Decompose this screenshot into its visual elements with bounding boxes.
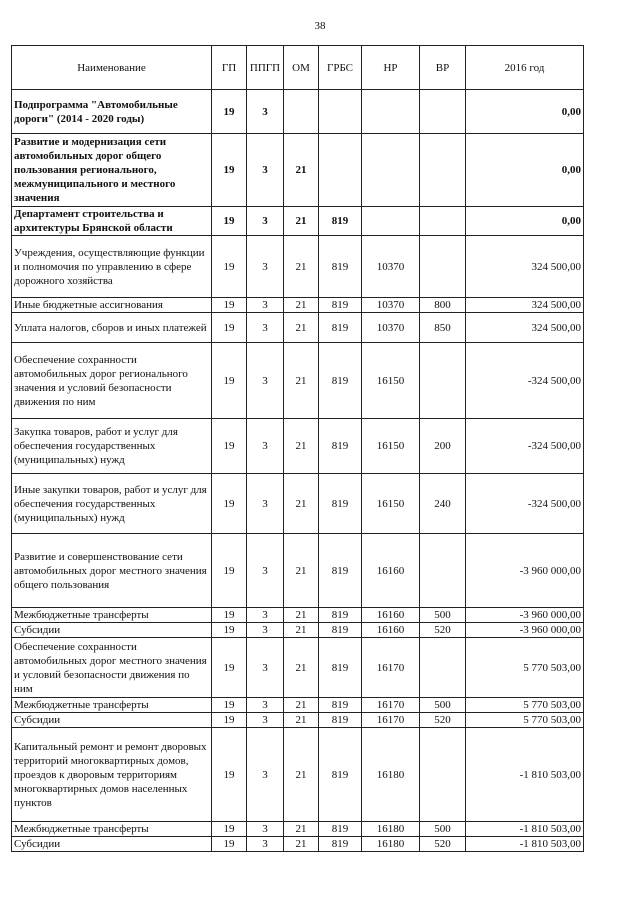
cell-gp: 19 <box>212 534 247 608</box>
cell-ppgp: 3 <box>247 713 284 728</box>
cell-om: 21 <box>284 313 319 343</box>
cell-om <box>284 90 319 134</box>
cell-grbs: 819 <box>319 638 362 698</box>
cell-gp: 19 <box>212 474 247 534</box>
cell-ppgp: 3 <box>247 236 284 298</box>
cell-vr: 200 <box>420 419 466 474</box>
cell-grbs: 819 <box>319 474 362 534</box>
cell-vr <box>420 134 466 207</box>
cell-amount: 0,00 <box>466 207 584 236</box>
cell-vr: 520 <box>420 713 466 728</box>
cell-ppgp: 3 <box>247 474 284 534</box>
cell-name: Иные бюджетные ассигнования <box>12 298 212 313</box>
cell-nr: 16180 <box>362 837 420 852</box>
cell-nr: 10370 <box>362 313 420 343</box>
cell-amount: -3 960 000,00 <box>466 608 584 623</box>
cell-vr <box>420 728 466 822</box>
cell-gp: 19 <box>212 419 247 474</box>
cell-name: Межбюджетные трансферты <box>12 822 212 837</box>
cell-om: 21 <box>284 837 319 852</box>
cell-gp: 19 <box>212 698 247 713</box>
cell-name: Обеспечение сохранности автомобильных дорог местного значения и условий безопасности движения по ним <box>12 638 212 698</box>
cell-vr: 520 <box>420 837 466 852</box>
cell-vr <box>420 343 466 419</box>
header-ppgp: ППГП <box>247 46 284 90</box>
cell-vr: 240 <box>420 474 466 534</box>
cell-grbs <box>319 90 362 134</box>
cell-amount: 5 770 503,00 <box>466 698 584 713</box>
cell-gp: 19 <box>212 313 247 343</box>
cell-name: Межбюджетные трансферты <box>12 608 212 623</box>
cell-nr: 16160 <box>362 623 420 638</box>
cell-om: 21 <box>284 728 319 822</box>
table-row <box>12 298 584 313</box>
table-row <box>12 713 584 728</box>
budget-table <box>11 45 584 852</box>
cell-amount: 324 500,00 <box>466 298 584 313</box>
cell-amount: -1 810 503,00 <box>466 822 584 837</box>
table-row <box>12 623 584 638</box>
cell-om: 21 <box>284 608 319 623</box>
cell-name: Иные закупки товаров, работ и услуг для обеспечения государственных (муниципальных) нужд <box>12 474 212 534</box>
cell-nr: 16150 <box>362 343 420 419</box>
cell-vr <box>420 236 466 298</box>
cell-gp: 19 <box>212 822 247 837</box>
cell-name: Обеспечение сохранности автомобильных дорог регионального значения и условий безопасности движения по ним <box>12 343 212 419</box>
cell-ppgp: 3 <box>247 419 284 474</box>
table-row <box>12 638 584 698</box>
cell-nr <box>362 90 420 134</box>
cell-grbs: 819 <box>319 822 362 837</box>
cell-ppgp: 3 <box>247 534 284 608</box>
cell-ppgp: 3 <box>247 698 284 713</box>
cell-nr: 16160 <box>362 534 420 608</box>
cell-amount: -324 500,00 <box>466 474 584 534</box>
cell-vr: 500 <box>420 822 466 837</box>
cell-om: 21 <box>284 236 319 298</box>
cell-amount: 5 770 503,00 <box>466 713 584 728</box>
cell-amount: -1 810 503,00 <box>466 837 584 852</box>
cell-name: Учреждения, осуществляющие функции и полномочия по управлению в сфере дорожного хозяйства <box>12 236 212 298</box>
cell-ppgp: 3 <box>247 313 284 343</box>
cell-grbs: 819 <box>319 343 362 419</box>
cell-gp: 19 <box>212 837 247 852</box>
cell-nr <box>362 207 420 236</box>
cell-om: 21 <box>284 713 319 728</box>
cell-gp: 19 <box>212 236 247 298</box>
cell-nr: 16180 <box>362 728 420 822</box>
cell-name: Департамент строительства и архитектуры Брянской области <box>12 207 212 236</box>
header-nr: НР <box>362 46 420 90</box>
cell-name: Субсидии <box>12 623 212 638</box>
cell-grbs: 819 <box>319 207 362 236</box>
cell-vr: 500 <box>420 698 466 713</box>
cell-grbs: 819 <box>319 534 362 608</box>
cell-grbs: 819 <box>319 713 362 728</box>
cell-grbs: 819 <box>319 728 362 822</box>
cell-gp: 19 <box>212 90 247 134</box>
cell-name: Уплата налогов, сборов и иных платежей <box>12 313 212 343</box>
table-row <box>12 822 584 837</box>
cell-name: Развитие и модернизация сети автомобильных дорог общего пользования регионального, межмуниципального и местного значения <box>12 134 212 207</box>
cell-om: 21 <box>284 638 319 698</box>
cell-amount: 324 500,00 <box>466 313 584 343</box>
cell-om: 21 <box>284 474 319 534</box>
cell-vr: 500 <box>420 608 466 623</box>
cell-om: 21 <box>284 343 319 419</box>
cell-name: Капитальный ремонт и ремонт дворовых территорий многоквартирных домов, проездов к дворовым территориям многоквартирных домов населенных пунктов <box>12 728 212 822</box>
table-row <box>12 90 584 134</box>
cell-ppgp: 3 <box>247 90 284 134</box>
cell-ppgp: 3 <box>247 822 284 837</box>
cell-om: 21 <box>284 822 319 837</box>
cell-nr: 16180 <box>362 822 420 837</box>
cell-om: 21 <box>284 298 319 313</box>
cell-amount: 0,00 <box>466 90 584 134</box>
cell-ppgp: 3 <box>247 134 284 207</box>
cell-ppgp: 3 <box>247 837 284 852</box>
cell-gp: 19 <box>212 728 247 822</box>
cell-ppgp: 3 <box>247 207 284 236</box>
cell-nr: 16170 <box>362 698 420 713</box>
cell-grbs: 819 <box>319 298 362 313</box>
table-row <box>12 534 584 608</box>
cell-grbs: 819 <box>319 608 362 623</box>
cell-gp: 19 <box>212 298 247 313</box>
cell-om: 21 <box>284 419 319 474</box>
cell-grbs: 819 <box>319 698 362 713</box>
table-row <box>12 207 584 236</box>
cell-om: 21 <box>284 134 319 207</box>
table-row <box>12 134 584 207</box>
cell-vr <box>420 207 466 236</box>
cell-om: 21 <box>284 534 319 608</box>
table-row <box>12 343 584 419</box>
table-row <box>12 608 584 623</box>
cell-gp: 19 <box>212 713 247 728</box>
cell-gp: 19 <box>212 207 247 236</box>
cell-name: Развитие и совершенствование сети автомобильных дорог местного значения общего пользования <box>12 534 212 608</box>
page-number: 38 <box>314 20 326 32</box>
cell-name: Закупка товаров, работ и услуг для обеспечения государственных (муниципальных) нужд <box>12 419 212 474</box>
cell-nr: 16170 <box>362 638 420 698</box>
cell-grbs: 819 <box>319 236 362 298</box>
header-vr: ВР <box>420 46 466 90</box>
cell-grbs: 819 <box>319 837 362 852</box>
table-header-row <box>12 46 584 90</box>
cell-vr: 800 <box>420 298 466 313</box>
header-om: ОМ <box>284 46 319 90</box>
cell-nr: 10370 <box>362 298 420 313</box>
cell-nr: 16160 <box>362 608 420 623</box>
cell-amount: -324 500,00 <box>466 343 584 419</box>
cell-ppgp: 3 <box>247 728 284 822</box>
cell-ppgp: 3 <box>247 638 284 698</box>
cell-vr <box>420 638 466 698</box>
cell-grbs <box>319 134 362 207</box>
header-grbs: ГРБС <box>319 46 362 90</box>
cell-nr: 10370 <box>362 236 420 298</box>
cell-ppgp: 3 <box>247 298 284 313</box>
cell-gp: 19 <box>212 134 247 207</box>
table-row <box>12 313 584 343</box>
cell-ppgp: 3 <box>247 343 284 419</box>
header-year: 2016 год <box>466 46 584 90</box>
table-row <box>12 728 584 822</box>
cell-nr <box>362 134 420 207</box>
cell-name: Субсидии <box>12 713 212 728</box>
cell-amount: -3 960 000,00 <box>466 623 584 638</box>
cell-grbs: 819 <box>319 419 362 474</box>
cell-nr: 16150 <box>362 419 420 474</box>
table-row <box>12 474 584 534</box>
table-row <box>12 837 584 852</box>
cell-nr: 16170 <box>362 713 420 728</box>
cell-amount: 5 770 503,00 <box>466 638 584 698</box>
cell-ppgp: 3 <box>247 623 284 638</box>
cell-name: Межбюджетные трансферты <box>12 698 212 713</box>
cell-nr: 16150 <box>362 474 420 534</box>
cell-amount: 0,00 <box>466 134 584 207</box>
cell-gp: 19 <box>212 343 247 419</box>
table-row <box>12 236 584 298</box>
cell-amount: -324 500,00 <box>466 419 584 474</box>
cell-vr <box>420 90 466 134</box>
cell-amount: -1 810 503,00 <box>466 728 584 822</box>
table-row <box>12 698 584 713</box>
cell-gp: 19 <box>212 608 247 623</box>
cell-ppgp: 3 <box>247 608 284 623</box>
table-row <box>12 419 584 474</box>
cell-om: 21 <box>284 207 319 236</box>
cell-vr: 850 <box>420 313 466 343</box>
header-name: Наименование <box>12 46 212 90</box>
cell-gp: 19 <box>212 623 247 638</box>
cell-gp: 19 <box>212 638 247 698</box>
cell-name: Субсидии <box>12 837 212 852</box>
cell-grbs: 819 <box>319 313 362 343</box>
cell-grbs: 819 <box>319 623 362 638</box>
cell-om: 21 <box>284 623 319 638</box>
header-gp: ГП <box>212 46 247 90</box>
cell-vr <box>420 534 466 608</box>
cell-vr: 520 <box>420 623 466 638</box>
cell-om: 21 <box>284 698 319 713</box>
cell-amount: 324 500,00 <box>466 236 584 298</box>
cell-name: Подпрограмма "Автомобильные дороги" (2014 - 2020 годы) <box>12 90 212 134</box>
cell-amount: -3 960 000,00 <box>466 534 584 608</box>
